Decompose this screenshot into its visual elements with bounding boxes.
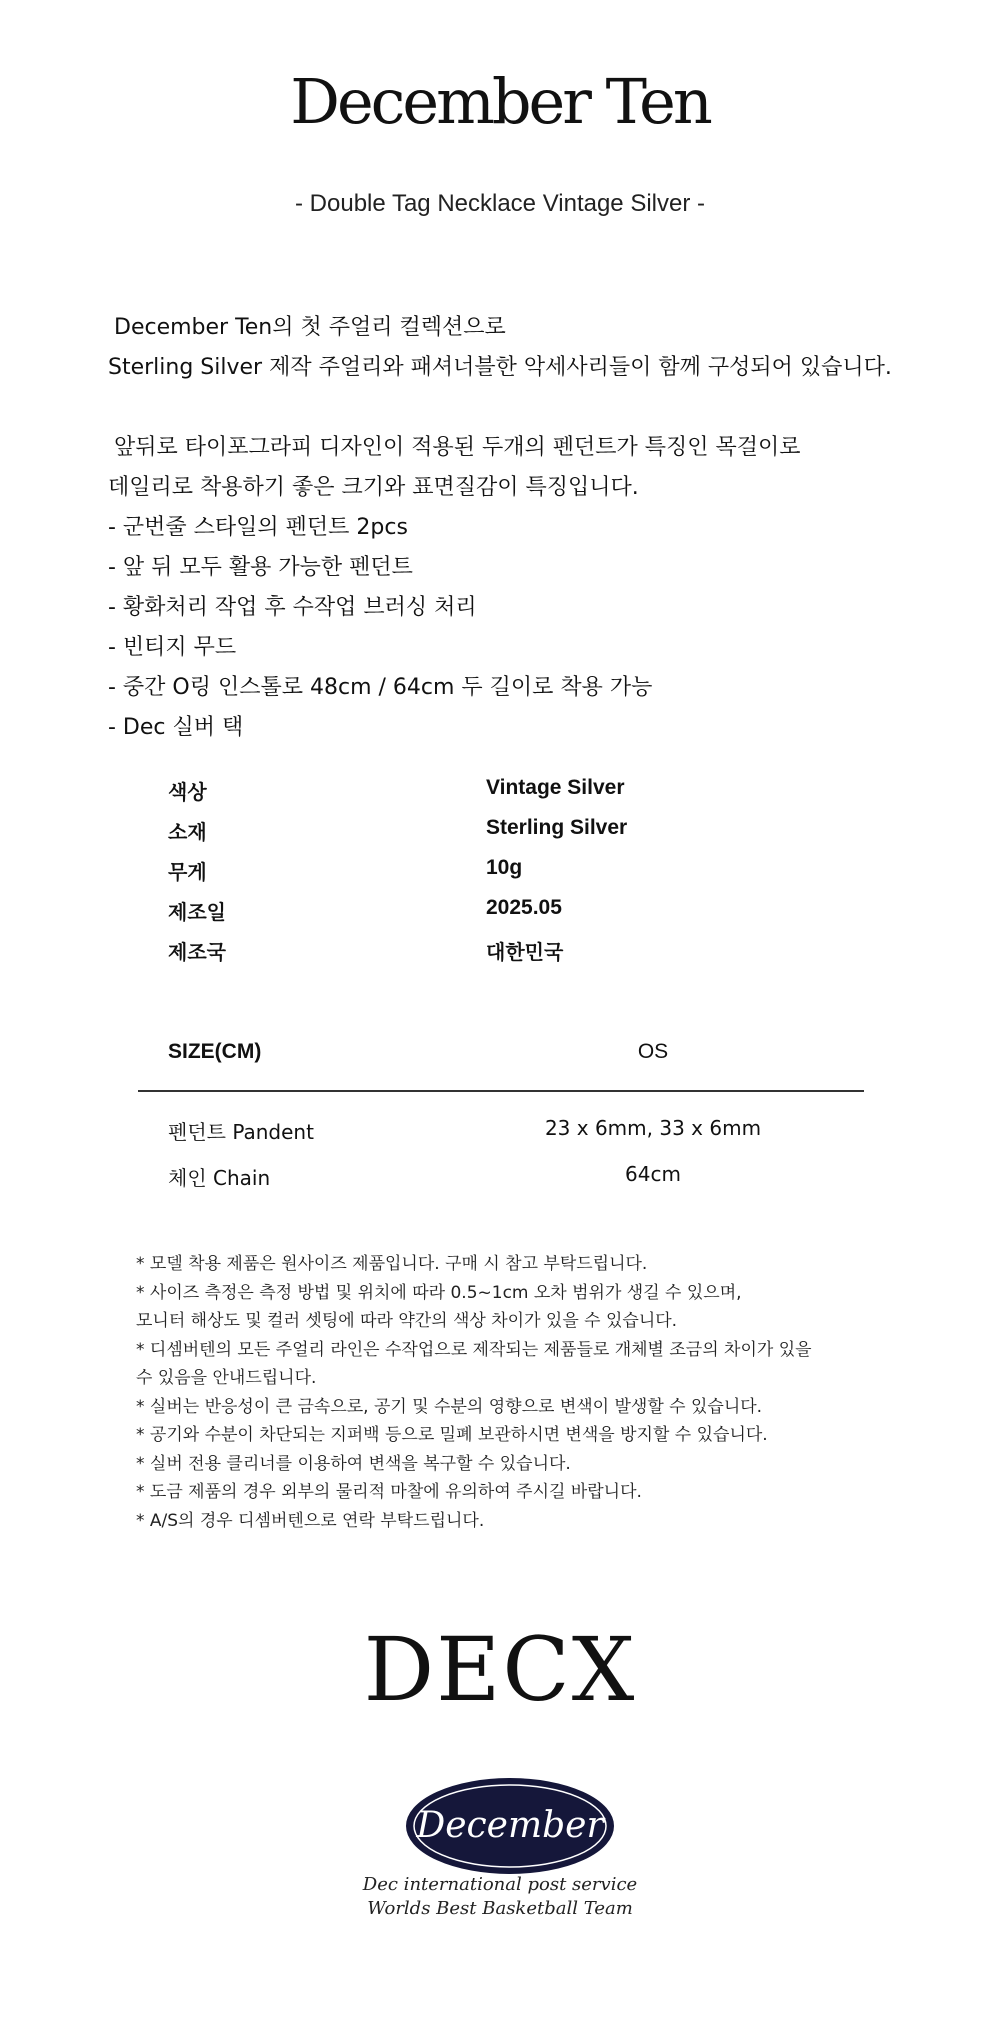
feature-item: - 앞 뒤 모두 활용 가능한 펜던트 bbox=[108, 555, 413, 580]
size-row-label: 체인 Chain bbox=[168, 1166, 271, 1190]
size-row-pendant bbox=[168, 1116, 868, 1162]
notice-line: * 사이즈 측정은 측정 방법 및 위치에 따라 0.5~1cm 오차 범위가 생길 수 있으며, bbox=[136, 1282, 742, 1303]
decx-logo: DECX bbox=[363, 1618, 637, 1721]
december-emblem-logo bbox=[404, 1776, 616, 1876]
spec-value: 2025.05 bbox=[486, 896, 562, 919]
size-table-divider bbox=[138, 1090, 864, 1092]
feature-item: - 빈티지 무드 bbox=[108, 635, 237, 660]
spec-label: 색상 bbox=[168, 780, 207, 804]
size-header-label: SIZE(CM) bbox=[168, 1040, 262, 1063]
size-row-label: 펜던트 Pandent bbox=[168, 1120, 314, 1144]
spec-value: Vintage Silver bbox=[486, 776, 625, 799]
detail-line: 데일리로 착용하기 좋은 크기와 표면질감이 특징입니다. bbox=[108, 475, 639, 500]
spec-row-country bbox=[168, 936, 868, 976]
notice-line: * A/S의 경우 디셈버텐으로 연락 부탁드립니다. bbox=[136, 1510, 485, 1531]
intro-line: Sterling Silver 제작 주얼리와 패셔너블한 악세사리들이 함께 구성되어 있습니다. bbox=[108, 355, 892, 380]
notice-list bbox=[136, 1250, 876, 1535]
feature-item: - 중간 O링 인스톨로 48cm / 64cm 두 길이로 착용 가능 bbox=[108, 675, 653, 700]
size-row-chain bbox=[168, 1162, 868, 1208]
feature-item: - 황화처리 작업 후 수작업 브러싱 처리 bbox=[108, 595, 477, 620]
detail-text bbox=[108, 428, 968, 748]
feature-item: - 군번줄 스타일의 펜던트 2pcs bbox=[108, 515, 408, 540]
notice-line: * 공기와 수분이 차단되는 지퍼백 등으로 밀폐 보관하시면 변색을 방지할 수 있습니다. bbox=[136, 1425, 768, 1445]
spec-value: Sterling Silver bbox=[486, 816, 628, 839]
notice-line: * 실버 전용 클리너를 이용하여 변색을 복구할 수 있습니다. bbox=[136, 1453, 571, 1474]
spec-value: 10g bbox=[486, 856, 523, 879]
spec-label: 무게 bbox=[168, 860, 207, 884]
intro-text bbox=[108, 308, 968, 388]
size-header-value: OS bbox=[637, 1040, 669, 1063]
spec-row-manufacture-date bbox=[168, 896, 868, 936]
spec-row-color bbox=[168, 776, 868, 816]
notice-line: * 모델 착용 제품은 원사이즈 제품입니다. 구매 시 참고 부탁드립니다. bbox=[136, 1254, 648, 1274]
product-title: - Double Tag Necklace Vintage Silver - bbox=[295, 190, 705, 217]
tagline-line-2: Worlds Best Basketball Team bbox=[367, 1898, 633, 1919]
spec-row-material bbox=[168, 816, 868, 856]
size-table-body bbox=[168, 1116, 868, 1208]
spec-label: 제조일 bbox=[168, 900, 226, 924]
spec-label: 소재 bbox=[168, 820, 207, 844]
feature-item: - Dec 실버 택 bbox=[108, 715, 244, 740]
intro-line: December Ten의 첫 주얼리 컬렉션으로 bbox=[114, 315, 506, 340]
notice-line: * 실버는 반응성이 큰 금속으로, 공기 및 수분의 영향으로 변색이 발생할 수 있습니다. bbox=[136, 1396, 763, 1417]
spec-row-weight bbox=[168, 856, 868, 896]
notice-line: 수 있음을 안내드립니다. bbox=[136, 1368, 317, 1388]
emblem-text: December bbox=[416, 1805, 604, 1846]
size-row-value: 64cm bbox=[625, 1162, 681, 1186]
tagline-line-1: Dec international post service bbox=[362, 1874, 638, 1895]
notice-line: * 도금 제품의 경우 외부의 물리적 마찰에 유의하여 주시길 바랍니다. bbox=[136, 1482, 642, 1502]
spec-table bbox=[168, 776, 868, 976]
notice-line: * 디셈버텐의 모든 주얼리 라인은 수작업으로 제작되는 제품들로 개체별 조금의 차이가 있을 bbox=[136, 1339, 812, 1360]
spec-value: 대한민국 bbox=[486, 940, 564, 964]
notice-line: 모니터 해상도 및 컬러 셋팅에 따라 약간의 색상 차이가 있을 수 있습니다. bbox=[136, 1311, 678, 1331]
size-row-value: 23 x 6mm, 33 x 6mm bbox=[544, 1116, 762, 1140]
detail-line: 앞뒤로 타이포그라피 디자인이 적용된 두개의 펜던트가 특징인 목걸이로 bbox=[114, 435, 801, 460]
spec-label: 제조국 bbox=[168, 940, 226, 964]
brand-logo: December Ten bbox=[290, 65, 710, 138]
size-table-header bbox=[168, 1040, 868, 1070]
